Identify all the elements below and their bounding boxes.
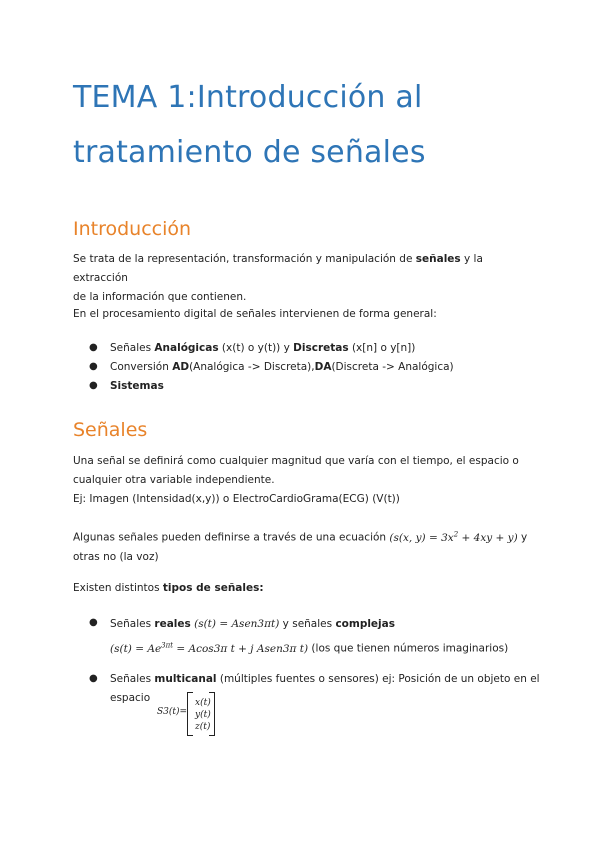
text-run: y (517, 531, 528, 544)
left-bracket (187, 692, 193, 736)
title-line-1: TEMA 1:Introducción al (73, 80, 423, 115)
equation (389, 532, 517, 544)
equation-part: + 4xy + y) (458, 531, 518, 544)
bullet-dot: ● (89, 361, 98, 372)
bullet-dot: ● (89, 617, 98, 628)
equation-part: (s(x, y) = 3x (389, 531, 454, 544)
senales-paragraph-1 (73, 452, 543, 509)
bold-term: Discretas (293, 342, 349, 354)
text-run: (x[n] o y[n]) (348, 342, 416, 354)
text-run: (Discreta -> Analógica) (331, 361, 454, 373)
text-run: otras no (la voz) (73, 550, 159, 563)
bold-term: Analógicas (154, 342, 219, 354)
text-run: Señales (110, 342, 155, 354)
text-run: Existen distintos (73, 582, 163, 594)
equation-part: = Acos3π t + j Asen3π t) (173, 642, 309, 655)
bold-term: señales (415, 253, 461, 265)
bold-term: reales (154, 618, 191, 630)
senales-paragraph-3 (73, 579, 533, 598)
bullet-dot: ● (89, 673, 98, 684)
list-item (110, 358, 540, 377)
text-run: Ej: Imagen (Intensidad(x,y)) o ElectroCardioGrama(ECG) (V(t)) (73, 493, 400, 505)
text-run: Algunas señales pueden definirse a través de una ecuación (73, 531, 390, 544)
text-run: Una señal se definirá como cualquier magnitud que varía con el tiempo, el espacio o (73, 455, 519, 467)
equation-superscript: 2 (453, 530, 459, 538)
text-run: cualquier otra variable independiente. (73, 474, 275, 486)
text-run: (Analógica -> Discreta), (189, 361, 315, 373)
equation (110, 643, 308, 655)
text-run: : (259, 582, 264, 594)
intro-paragraph-1 (73, 250, 533, 307)
bold-term: tipos de señales (162, 582, 260, 594)
text-run: Conversión (110, 361, 173, 373)
equation: (s(t) = Asen3πt) (190, 618, 280, 630)
right-bracket (209, 692, 215, 736)
bold-term: Sistemas (110, 380, 164, 392)
text-run: (los que tienen números imaginarios) (308, 642, 509, 655)
matrix-cell: x(t) (195, 698, 211, 708)
bullet-dot: ● (89, 380, 98, 391)
bold-term: DA (314, 361, 332, 373)
list-item (110, 614, 540, 660)
text-run: Señales (110, 673, 155, 685)
bold-term: multicanal (154, 673, 217, 685)
senales-paragraph-2 (73, 525, 543, 567)
text-run: Se trata de la representación, transformación y manipulación de (73, 253, 416, 265)
matrix-cell: z(t) (195, 722, 211, 732)
text-run: Señales (110, 618, 155, 630)
bullet-dot: ● (89, 342, 98, 353)
list-item (110, 670, 540, 708)
equation-part: (s(t) = Ae (110, 642, 162, 655)
text-run: (múltiples fuentes o sensores) ej: Posición de un objeto en el (216, 673, 540, 685)
text-run: de la información que contienen. (73, 291, 247, 303)
title-line-2: tratamiento de señales (73, 135, 426, 170)
intro-paragraph-2: En el procesamiento digital de señales intervienen de forma general: (73, 308, 437, 320)
list-item (110, 377, 540, 396)
matrix-cell: y(t) (195, 710, 211, 720)
bold-term: complejas (335, 618, 395, 630)
matrix-lhs: S3(t)= (157, 707, 188, 717)
text-run: espacio (110, 692, 151, 704)
text-run: y la extracción (73, 253, 483, 284)
text-run: (x(t) o y(t)) y (218, 342, 294, 354)
bold-term: AD (172, 361, 190, 373)
heading-senales: Señales (73, 419, 148, 441)
text-run: y señales (279, 618, 336, 630)
equation-superscript: 3πt (161, 641, 174, 649)
list-item (110, 339, 540, 358)
page-title (73, 70, 573, 180)
heading-introduccion: Introducción (73, 218, 192, 240)
